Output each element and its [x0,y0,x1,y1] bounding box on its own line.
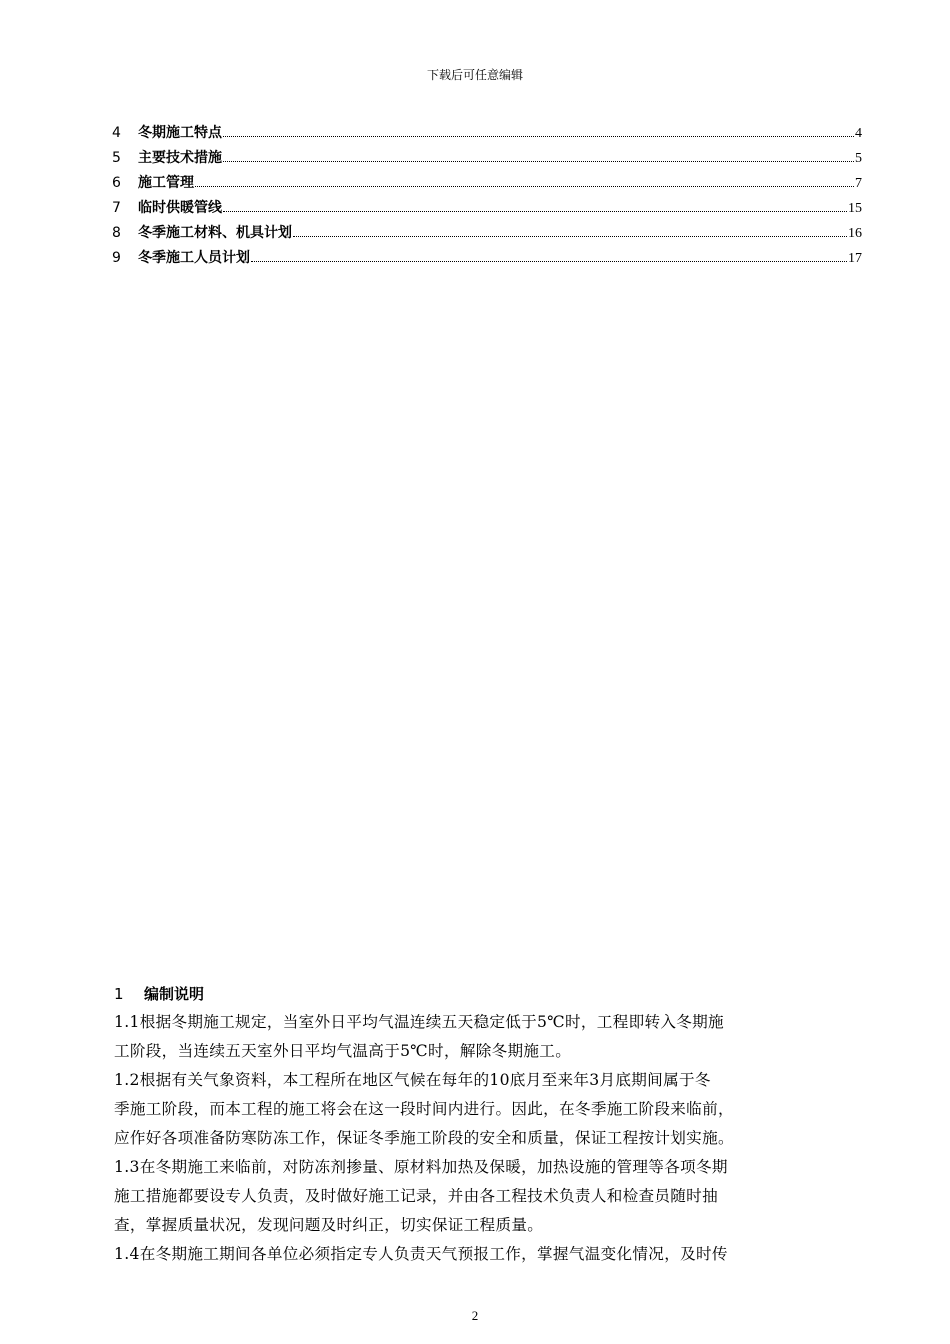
body-line: 施工措施都要设专人负责，及时做好施工记录，并由各工程技术负责人和检查员随时抽 [114,1187,718,1205]
section-number: 1 [114,985,124,1003]
toc-entry-page: 4 [855,126,862,141]
toc-entry[interactable] [112,172,862,197]
page-number: 2 [471,1308,479,1323]
toc-entry-number: 5 [112,150,121,166]
toc-entry-page: 17 [848,251,862,266]
toc-leader-dots [293,235,847,237]
toc-leader-dots [223,160,854,162]
toc-entry-title: 冬季施工人员计划 [138,250,250,266]
toc-leader-dots [195,185,854,187]
toc-entry-page: 5 [855,151,862,166]
body-line: 1.1根据冬期施工规定，当室外日平均气温连续五天稳定低于5℃时，工程即转入冬期施 [114,1013,724,1031]
body-line: 1.4在冬期施工期间各单位必须指定专人负责天气预报工作，掌握气温变化情况，及时传 [114,1245,728,1263]
toc-entry-number: 9 [112,250,121,266]
toc-entry-title: 临时供暖管线 [138,200,222,216]
toc-entry-title: 主要技术措施 [138,150,222,166]
toc-entry-page: 7 [855,176,862,191]
toc-entry-number: 8 [112,225,121,241]
body-line: 季施工阶段，而本工程的施工将会在这一段时间内进行。因此，在冬季施工阶段来临前， [114,1100,734,1118]
section-compilation-notes [114,980,864,1269]
toc-entry-number: 7 [112,200,121,216]
toc-entry-title: 冬季施工材料、机具计划 [138,225,292,241]
toc-entry[interactable] [112,197,862,222]
toc-entry[interactable] [112,122,862,147]
section-title: 编制说明 [144,985,205,1003]
toc-entry-page: 16 [848,226,862,241]
toc-entry-page: 15 [848,201,862,216]
toc-entry-number: 4 [112,125,121,141]
toc-entry[interactable] [112,147,862,172]
body-line: 查，掌握质量状况，发现问题及时纠正，切实保证工程质量。 [114,1216,544,1234]
toc-entry-title: 冬期施工特点 [138,125,222,141]
section-body [114,1008,864,1269]
toc-entry[interactable] [112,222,862,247]
table-of-contents [112,122,862,272]
body-line: 工阶段，当连续五天室外日平均气温高于5℃时，解除冬期施工。 [114,1042,572,1060]
toc-entry-title: 施工管理 [138,175,194,191]
toc-leader-dots [251,260,847,262]
toc-leader-dots [223,210,847,212]
toc-leader-dots [223,135,854,137]
page-header: 下载后可任意编辑 [426,68,523,82]
section-heading [114,980,864,1008]
body-line: 应作好各项准备防寒防冻工作，保证冬季施工阶段的安全和质量，保证工程按计划实施。 [114,1129,734,1147]
body-line: 1.2根据有关气象资料，本工程所在地区气候在每年的10底月至来年3月底期间属于冬 [114,1071,711,1089]
toc-entry[interactable] [112,247,862,272]
body-line: 1.3在冬期施工来临前，对防冻剂掺量、原材料加热及保暖，加热设施的管理等各项冬期 [114,1158,728,1176]
toc-entry-number: 6 [112,175,121,191]
